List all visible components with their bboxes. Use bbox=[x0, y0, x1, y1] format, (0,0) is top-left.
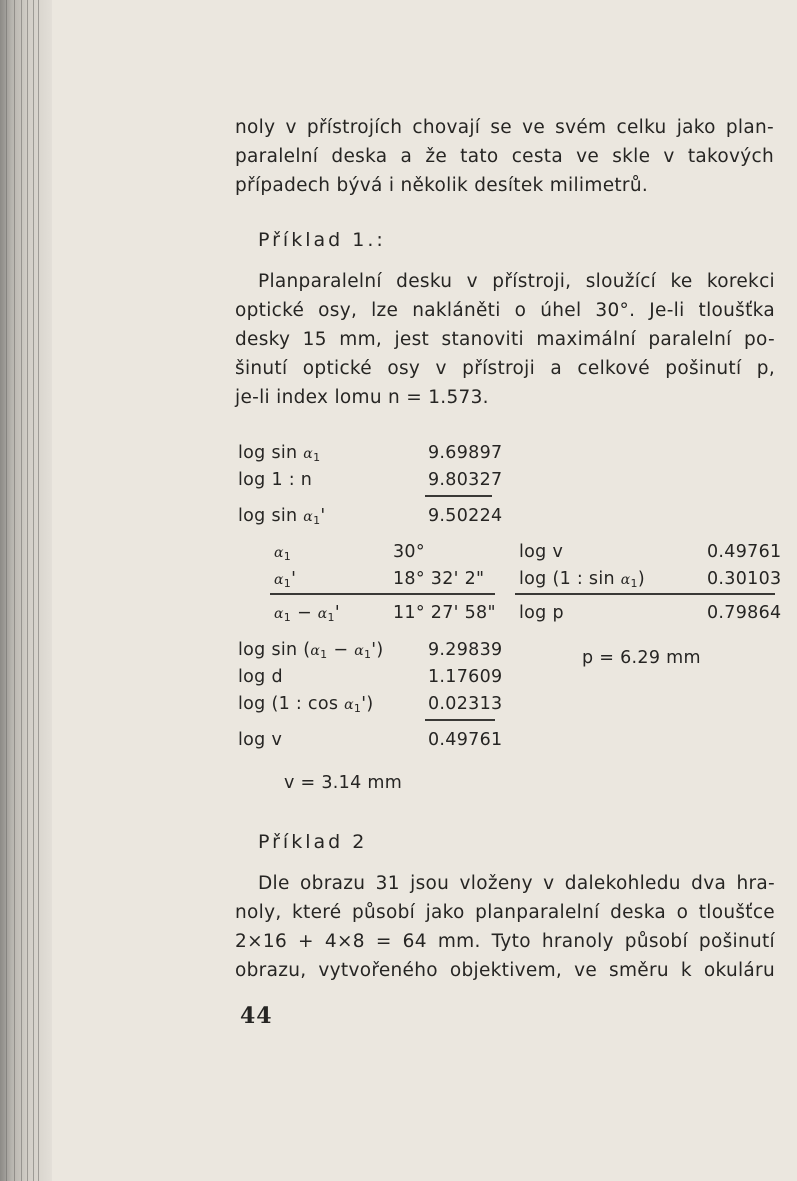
example-1-heading: Příklad 1.: bbox=[258, 229, 386, 251]
calc-label: log p bbox=[519, 603, 564, 623]
text-line: desky 15 mm, jest stanoviti maximální paralelní po- bbox=[235, 329, 775, 350]
calc-label: log v bbox=[519, 542, 564, 562]
text-line: noly v přístrojích chovají se ve svém celku jako plan- bbox=[235, 117, 774, 138]
page-number: 44 bbox=[240, 1003, 273, 1029]
calc-value: 0.30103 bbox=[707, 569, 782, 589]
text-line: šinutí optické osy v přístroji a celkové pošinutí p, bbox=[235, 358, 775, 379]
text-line: Dle obrazu 31 jsou vloženy v dalekohledu dva hra- bbox=[258, 873, 775, 894]
sum-rule bbox=[425, 495, 492, 497]
sum-rule bbox=[515, 593, 775, 595]
text-line: Planparalelní desku v přístroji, sloužící ke korekci bbox=[258, 271, 775, 292]
calc-label: log 1 : n bbox=[238, 470, 313, 490]
text-line: 2×16 + 4×8 = 64 mm. Tyto hranoly působí pošinutí bbox=[235, 931, 775, 952]
text-line: paralelní deska a že tato cesta ve skle v takových bbox=[235, 146, 774, 167]
example-2-heading: Příklad 2 bbox=[258, 831, 368, 853]
calc-label: $\log \sin (\alpha_1 - \alpha_1')$ bbox=[238, 640, 384, 661]
text-line: je-li index lomu n = 1.573. bbox=[235, 387, 489, 408]
example-2-paragraph bbox=[235, 869, 775, 985]
calc-value: 1.17609 bbox=[428, 667, 503, 687]
angle-value: 18° 32' 2" bbox=[393, 569, 485, 589]
angle-label: $\alpha_1'$ bbox=[274, 569, 297, 590]
calc-value: 0.49761 bbox=[707, 542, 782, 562]
calc-value: 9.50224 bbox=[428, 506, 503, 526]
text-line: optické osy, lze nakláněti o úhel 30°. Je-li tloušťka bbox=[235, 300, 775, 321]
book-binding-edge bbox=[0, 0, 52, 1181]
text-line: případech bývá i několik desítek milimetrů. bbox=[235, 175, 649, 196]
calc-value: 9.80327 bbox=[428, 470, 503, 490]
intro-paragraph bbox=[235, 113, 774, 200]
example-1-paragraph bbox=[235, 267, 775, 412]
calc-value: 0.02313 bbox=[428, 694, 503, 714]
text-line: noly, které působí jako planparalelní deska o tloušťce bbox=[235, 902, 775, 923]
angle-label: $\alpha_1 - \alpha_1'$ bbox=[274, 603, 340, 624]
calc-label: log (1 : $\cos \alpha_1'$) bbox=[238, 694, 374, 715]
calc-value: 9.29839 bbox=[428, 640, 503, 660]
calc-value: 0.79864 bbox=[707, 603, 782, 623]
angle-value: 30° bbox=[393, 542, 425, 562]
calc-value: 9.69897 bbox=[428, 443, 503, 463]
text-line: obrazu, vytvořeného objektivem, ve směru k okuláru bbox=[235, 960, 775, 981]
calc-label: $\log \sin \alpha_1'$ bbox=[238, 506, 326, 527]
angle-label: $\alpha_1$ bbox=[274, 545, 292, 563]
p-result: p = 6.29 mm bbox=[582, 648, 701, 668]
sum-rule bbox=[425, 719, 495, 721]
calc-label: log v bbox=[238, 730, 283, 750]
calc-label: log (1 : $\sin \alpha_1$) bbox=[519, 569, 645, 590]
angle-value: 11° 27' 58" bbox=[393, 603, 496, 623]
sum-rule bbox=[270, 593, 495, 595]
calc-value: 0.49761 bbox=[428, 730, 503, 750]
v-result: v = 3.14 mm bbox=[284, 773, 403, 793]
calc-label: log d bbox=[238, 667, 283, 687]
calc-label: $\log \sin \alpha_1$ bbox=[238, 443, 321, 464]
